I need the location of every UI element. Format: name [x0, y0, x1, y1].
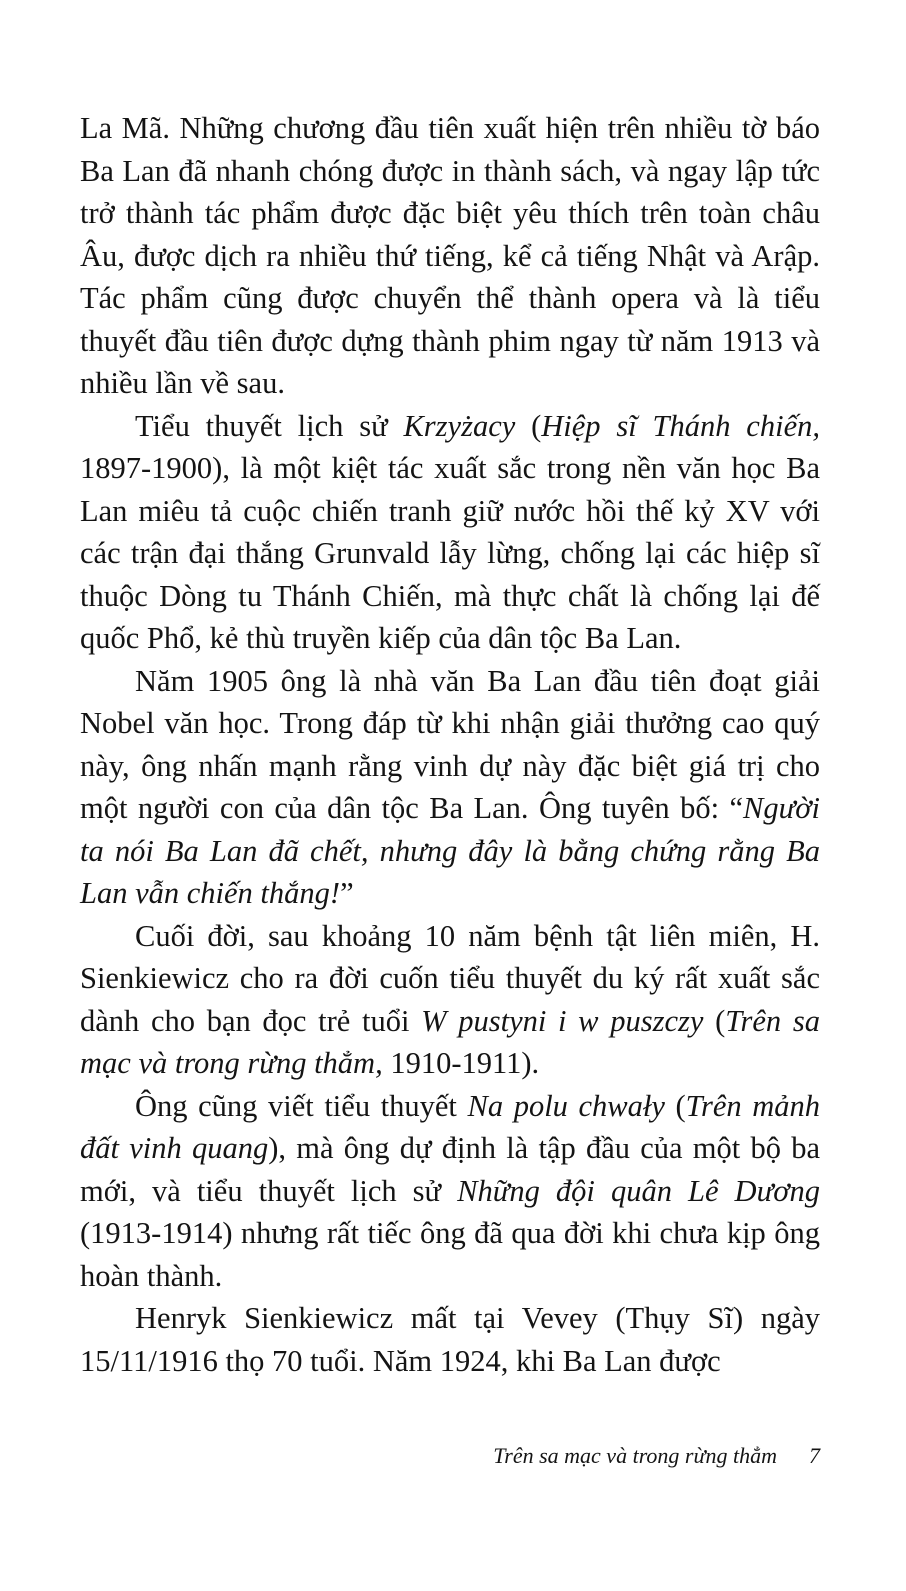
text-run: Ông cũng viết tiểu thuyết: [135, 1088, 468, 1123]
text-run: (: [515, 408, 542, 443]
paragraph: [80, 405, 820, 660]
body-text: [80, 107, 820, 1382]
running-footer: [493, 1442, 820, 1470]
text-run: ”: [340, 876, 354, 910]
paragraph: [80, 107, 820, 405]
paragraph: [80, 1297, 820, 1382]
text-run: Tiểu thuyết lịch sử: [135, 408, 404, 443]
italic-title: Trên sa mạc và trong rừng thẳm,: [80, 1003, 820, 1080]
text-run: Henryk Sienkiewicz mất tại Vevey (Thụy Sĩ) ngày 15/11/1916 thọ 70 tuổi. Năm 1924, khi Ba Lan được: [80, 1301, 820, 1378]
italic-title: Hiệp sĩ Thánh chiến,: [541, 408, 820, 443]
italic-title: Những đội quân Lê Dương: [457, 1173, 820, 1208]
text-run: Năm 1905 ông là nhà văn Ba Lan đầu tiên đoạt giải Nobel văn học. Trong đáp từ khi nhận giải thưởng cao quý này, ông nhấn mạnh rằng vinh dự này đặc biệt giá trị cho một người con của dân tộc Ba Lan. Ông tuyên bố: “: [80, 663, 820, 825]
text-run: (: [703, 1003, 726, 1038]
footer-book-title: Trên sa mạc và trong rừng thẳm: [493, 1443, 777, 1468]
text-run: Cuối đời, sau khoảng 10 năm bệnh tật liên miên, H. Sienkiewicz cho ra đời cuốn tiểu thuyết du ký rất xuất sắc dành cho bạn đọc trẻ tuổi: [80, 918, 820, 1038]
italic-title: Krzyżacy: [403, 408, 516, 443]
text-run: ), mà ông dự định là tập đầu của một bộ ba mới, và tiểu thuyết lịch sử: [80, 1131, 820, 1208]
italic-title: Trên mảnh đất vinh quang: [80, 1088, 820, 1165]
text-run: (1913-1914) nhưng rất tiếc ông đã qua đời khi chưa kịp ông hoàn thành.: [80, 1216, 820, 1293]
paragraph: [80, 1085, 820, 1298]
paragraph: [80, 660, 820, 915]
text-run: 1897-1900), là một kiệt tác xuất sắc trong nền văn học Ba Lan miêu tả cuộc chiến tranh giữ nước hồi thế kỷ XV với các trận đại thắng Grunvald lẫy lừng, chống lại các hiệp sĩ thuộc Dòng tu Thánh Chiến, mà thực chất là chống lại đế quốc Phổ, kẻ thù truyền kiếp của dân tộc Ba Lan.: [80, 451, 820, 655]
italic-title: W pustyni i w puszczy: [421, 1003, 704, 1038]
italic-title: Na polu chwały: [467, 1088, 665, 1123]
page-number: 7: [809, 1443, 820, 1468]
text-run: La Mã. Những chương đầu tiên xuất hiện trên nhiều tờ báo Ba Lan đã nhanh chóng được in thành sách, và ngay lập tức trở thành tác phẩm được đặc biệt yêu thích trên toàn châu Âu, được dịch ra nhiều thứ tiếng, kể cả tiếng Nhật và Arập. Tác phẩm cũng được chuyển thể thành opera và là tiểu thuyết đầu tiên được dựng thành phim ngay từ năm 1913 và nhiều lần về sau.: [80, 111, 820, 400]
paragraph: [80, 915, 820, 1085]
text-run: (: [664, 1088, 686, 1123]
text-run: 1910-1911).: [382, 1046, 540, 1080]
italic-quote: Người ta nói Ba Lan đã chết, nhưng đây là bằng chứng rằng Ba Lan vẫn chiến thắng!: [80, 791, 820, 910]
